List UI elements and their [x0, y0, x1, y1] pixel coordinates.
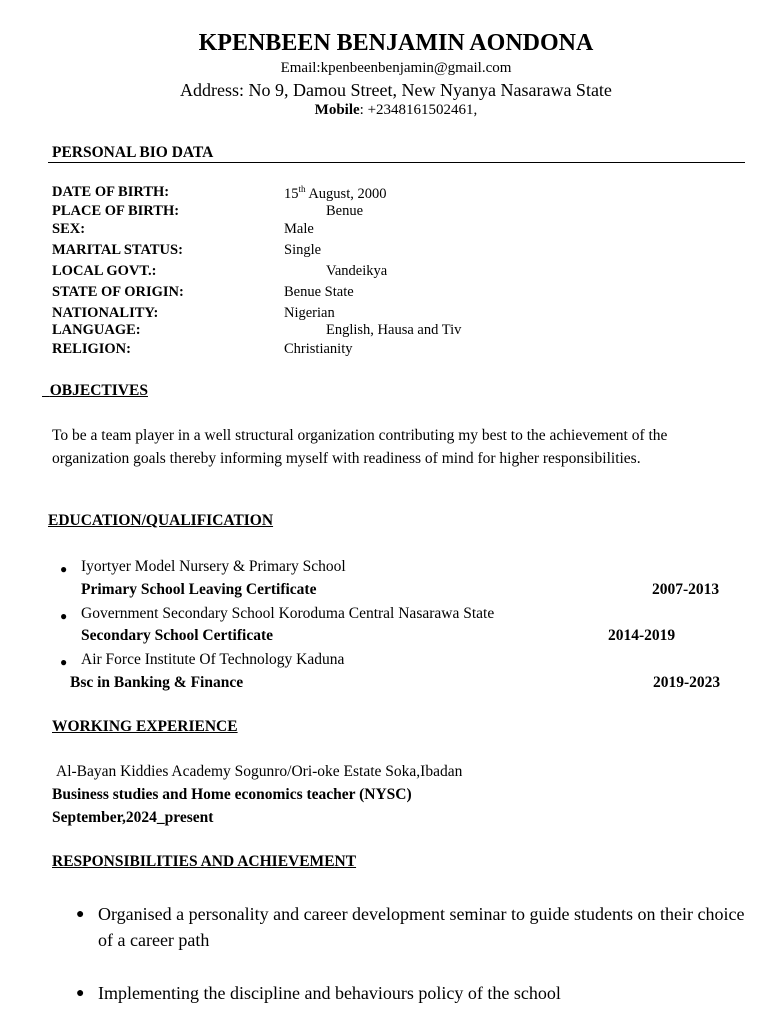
education-years: 2019-2023	[653, 674, 721, 691]
experience-role: Business studies and Home economics teacher (NYSC)	[52, 786, 412, 803]
dob-day: 15	[284, 185, 299, 202]
bullet-icon: ●	[60, 609, 68, 623]
experience-period: September,2024_present	[52, 809, 214, 826]
mobile-value: : +2348161502461,	[359, 102, 478, 118]
education-years: 2014-2019	[608, 627, 676, 644]
responsibilities-title: RESPONSIBILITIES AND ACHIEVEMENT	[52, 853, 357, 870]
sex-value: Male	[284, 221, 314, 237]
religion-value: Christianity	[284, 341, 353, 357]
responsibility-item: Implementing the discipline and behaviours policy of the school	[98, 983, 561, 1003]
soo-label: STATE OF ORIGIN:	[52, 284, 184, 300]
bullet-icon: ●	[60, 655, 68, 669]
candidate-name: KPENBEEN BENJAMIN AONDONA	[198, 30, 594, 56]
experience-employer: Al-Bayan Kiddies Academy Sogunro/Ori-oke Estate Soka,Ibadan	[56, 763, 463, 780]
language-value: English, Hausa and Tiv	[326, 322, 462, 338]
education-school: Air Force Institute Of Technology Kaduna	[81, 651, 345, 668]
nationality-value: Nigerian	[284, 305, 335, 321]
experience-title: WORKING EXPERIENCE	[52, 718, 238, 735]
education-school: Iyortyer Model Nursery & Primary School	[81, 558, 346, 575]
email-line: Email:kpenbeenbenjamin@gmail.com	[280, 60, 512, 76]
sex-label: SEX:	[52, 221, 86, 237]
objectives-text: To be a team player in a well structural organization contributing my best to the achievement of the organization goals thereby informing myself with readiness of mind for higher responsibilities.	[52, 427, 668, 467]
bullet-icon: ●	[60, 562, 68, 576]
responsibility-item: Organised a personality and career development seminar to guide students on their choice of a career path	[98, 904, 745, 950]
address-line: Address: No 9, Damou Street, New Nyanya Nasarawa State	[180, 80, 612, 100]
pob-value: Benue	[326, 203, 364, 219]
lga-value: Vandeikya	[326, 263, 388, 279]
marital-label: MARITAL STATUS:	[52, 242, 183, 258]
bio-section-title: PERSONAL BIO DATA	[52, 144, 214, 161]
lga-label: LOCAL GOVT.:	[52, 263, 157, 279]
bullet-icon: ●	[76, 907, 85, 922]
education-years: 2007-2013	[652, 581, 720, 598]
dob-rest: August, 2000	[305, 185, 387, 202]
education-title: EDUCATION/QUALIFICATION	[48, 512, 274, 529]
mobile-line	[0, 102, 768, 119]
bullet-icon: ●	[76, 986, 85, 1001]
nationality-label: NATIONALITY:	[52, 305, 159, 321]
pob-label: PLACE OF BIRTH:	[52, 203, 180, 219]
objectives-title	[42, 382, 148, 400]
education-school: Government Secondary School Koroduma Central Nasarawa State	[81, 605, 495, 622]
dob-value	[284, 184, 386, 203]
religion-label: RELIGION:	[52, 341, 131, 357]
bio-section-rule	[48, 162, 745, 163]
mobile-label: Mobile	[314, 102, 360, 118]
language-label: LANGUAGE:	[52, 322, 141, 338]
dob-suffix: th	[298, 184, 306, 194]
objectives-title-text: OBJECTIVES	[49, 382, 148, 399]
dob-label: DATE OF BIRTH:	[52, 184, 170, 200]
education-certificate: Secondary School Certificate	[81, 627, 273, 644]
marital-value: Single	[284, 242, 322, 258]
soo-value: Benue State	[284, 284, 354, 300]
education-certificate: Primary School Leaving Certificate	[81, 581, 317, 598]
education-certificate: Bsc in Banking & Finance	[70, 674, 244, 691]
